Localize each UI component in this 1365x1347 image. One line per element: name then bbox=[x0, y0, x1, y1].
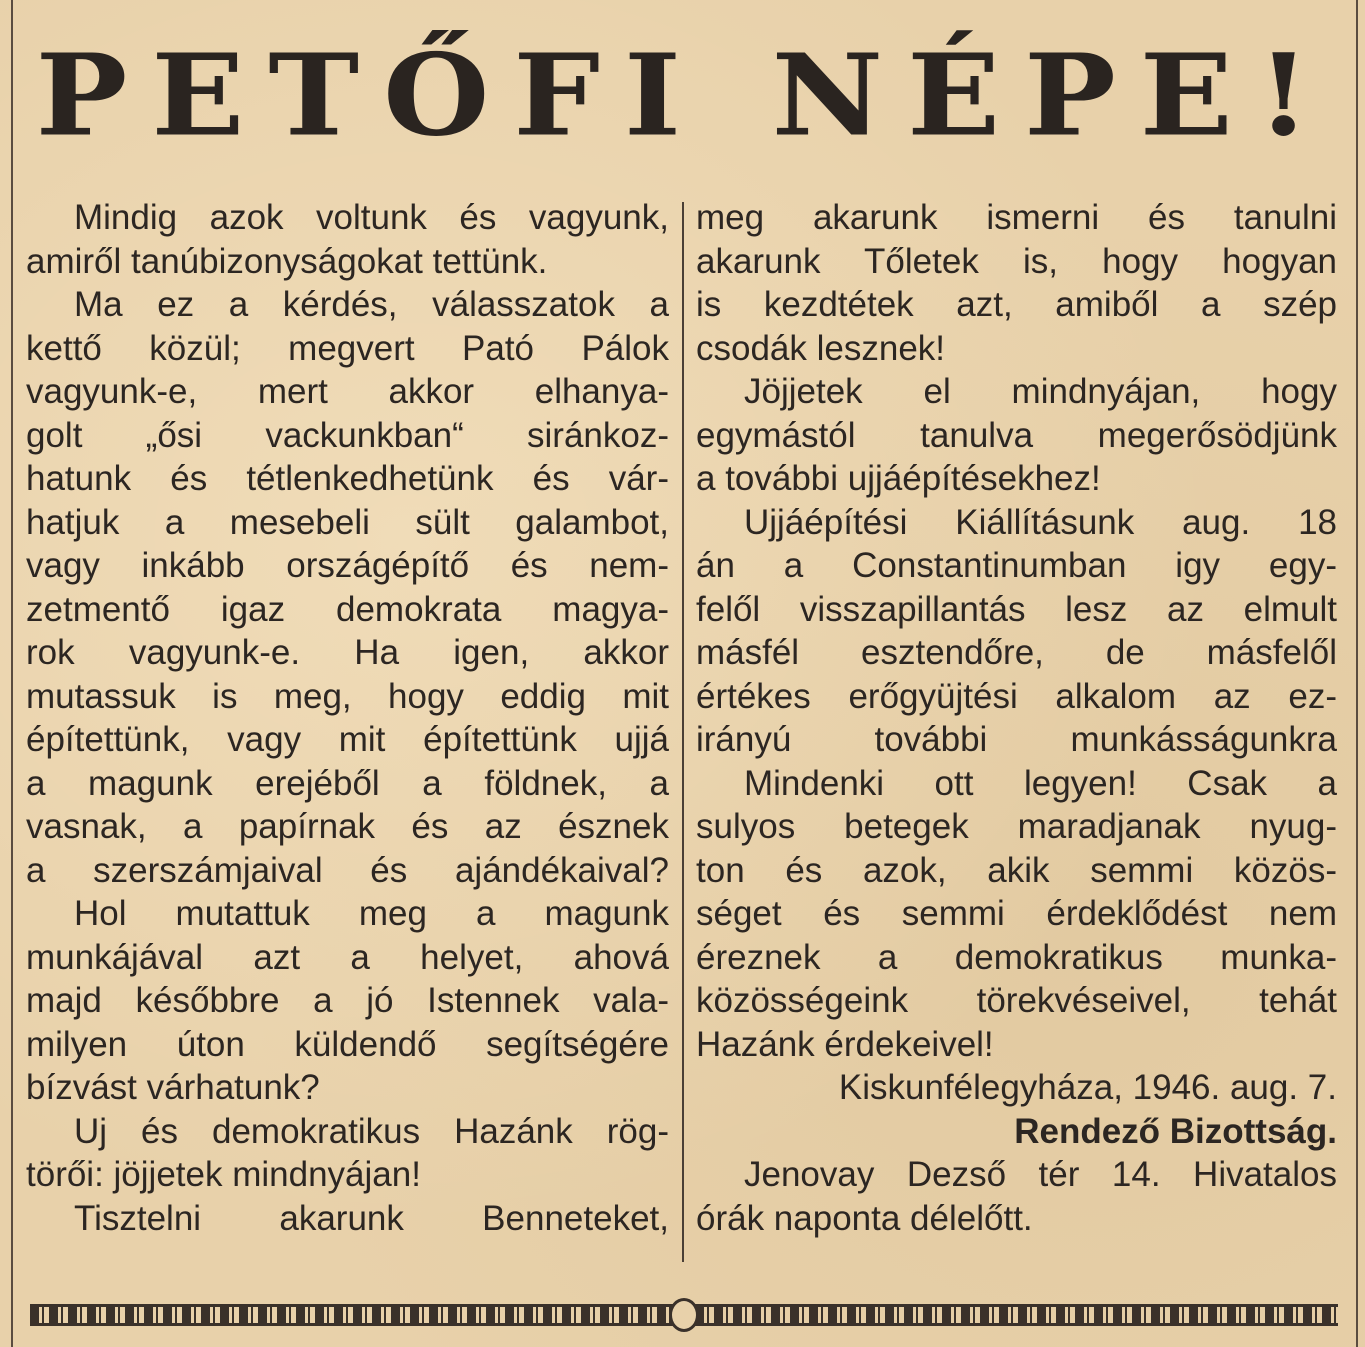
text-line: törői: jöjjetek mindnyájan! bbox=[26, 1155, 421, 1194]
text-line: Hol mutattuk meg a magunk bbox=[74, 894, 669, 933]
ornament-center-medallion bbox=[669, 1298, 699, 1332]
text-line: irányú további munkásságunkra bbox=[696, 720, 1337, 759]
text-line: építettünk, vagy mit építettünk ujjá bbox=[26, 720, 669, 759]
text-line: meg akarunk ismerni és tanulni bbox=[696, 198, 1337, 237]
text-line: kettő közül; megvert Pató Pálok bbox=[26, 328, 669, 368]
text-line: vagy inkább országépítő és nem- bbox=[26, 546, 669, 585]
text-line: sulyos betegek maradjanak nyug- bbox=[696, 807, 1337, 846]
text-line: felől visszapillantás lesz az elmult bbox=[696, 589, 1337, 629]
text-line: ton és azok, akik semmi közös- bbox=[696, 850, 1337, 890]
text-line: órák naponta délelőtt. bbox=[696, 1198, 1033, 1238]
text-line: mutassuk is meg, hogy eddig mit bbox=[26, 676, 669, 716]
signature: Rendező Bizottság. bbox=[1014, 1111, 1337, 1151]
frame-left-rule bbox=[11, 0, 13, 1347]
text-line: Ujjáépítési Kiállításunk aug. 18 bbox=[744, 502, 1337, 542]
text-line: akarunk Tőletek is, hogy hogyan bbox=[696, 241, 1337, 281]
text-line: amiről tanúbizonyságokat tettünk. bbox=[26, 241, 548, 281]
text-line: is kezdtétek azt, amiből a szép bbox=[696, 285, 1337, 324]
text-line: értékes erőgyüjtési alkalom az ez- bbox=[696, 676, 1337, 716]
text-line: egymástól tanulva megerősödjünk bbox=[696, 415, 1337, 455]
text-line: séget és semmi érdeklődést nem bbox=[696, 894, 1337, 933]
text-line: zetmentő igaz demokrata magya- bbox=[26, 589, 669, 629]
text-line: milyen úton küldendő segítségére bbox=[26, 1024, 669, 1064]
text-line: án a Constantinumban igy egy- bbox=[696, 546, 1337, 585]
text-line: közösségeink törekvéseivel, tehát bbox=[696, 981, 1337, 1020]
text-line: vagyunk-e, mert akkor elhanya- bbox=[26, 372, 669, 411]
text-line: Jöjjetek el mindnyájan, hogy bbox=[744, 372, 1337, 411]
text-line: a szerszámjaival és ajándékaival? bbox=[26, 850, 669, 890]
text-line: majd későbbre a jó Istennek vala- bbox=[26, 981, 669, 1020]
text-line: hatjuk a mesebeli sült galambot, bbox=[26, 502, 669, 542]
text-line: csodák lesznek! bbox=[696, 328, 946, 368]
text-line: Mindenki ott legyen! Csak a bbox=[744, 763, 1337, 803]
text-line: hatunk és tétlenkedhetünk és vár- bbox=[26, 459, 669, 498]
left-column bbox=[26, 196, 669, 1240]
right-column bbox=[696, 196, 1337, 1240]
text-line: Jenovay Dezső tér 14. Hivatalos bbox=[744, 1155, 1337, 1194]
text-line: Hazánk érdekeivel! bbox=[696, 1024, 994, 1064]
text-line: Mindig azok voltunk és vagyunk, bbox=[74, 198, 669, 237]
text-line: munkájával azt a helyet, ahová bbox=[26, 937, 669, 977]
dateline: Kiskunfélegyháza, 1946. aug. 7. bbox=[838, 1068, 1337, 1107]
column-divider bbox=[682, 202, 684, 1262]
frame-right-rule bbox=[1356, 0, 1358, 1347]
text-line: rok vagyunk-e. Ha igen, akkor bbox=[26, 633, 669, 672]
headline: PETŐFI NÉPE! bbox=[35, 28, 1335, 162]
text-line: bízvást várhatunk? bbox=[26, 1068, 320, 1107]
text-line: másfél esztendőre, de másfelől bbox=[696, 633, 1337, 672]
text-line: a további ujjáépítésekhez! bbox=[696, 459, 1101, 498]
text-line: éreznek a demokratikus munka- bbox=[696, 937, 1337, 977]
text-line: vasnak, a papírnak és az észnek bbox=[26, 807, 669, 846]
text-line: a magunk erejéből a földnek, a bbox=[26, 763, 669, 803]
text-line: golt „ősi vackunkban“ siránkoz- bbox=[26, 415, 669, 455]
text-line: Tisztelni akarunk Benneteket, bbox=[74, 1198, 669, 1238]
text-line: Ma ez a kérdés, válasszatok a bbox=[74, 285, 669, 324]
text-line: Uj és demokratikus Hazánk rög- bbox=[74, 1111, 669, 1151]
